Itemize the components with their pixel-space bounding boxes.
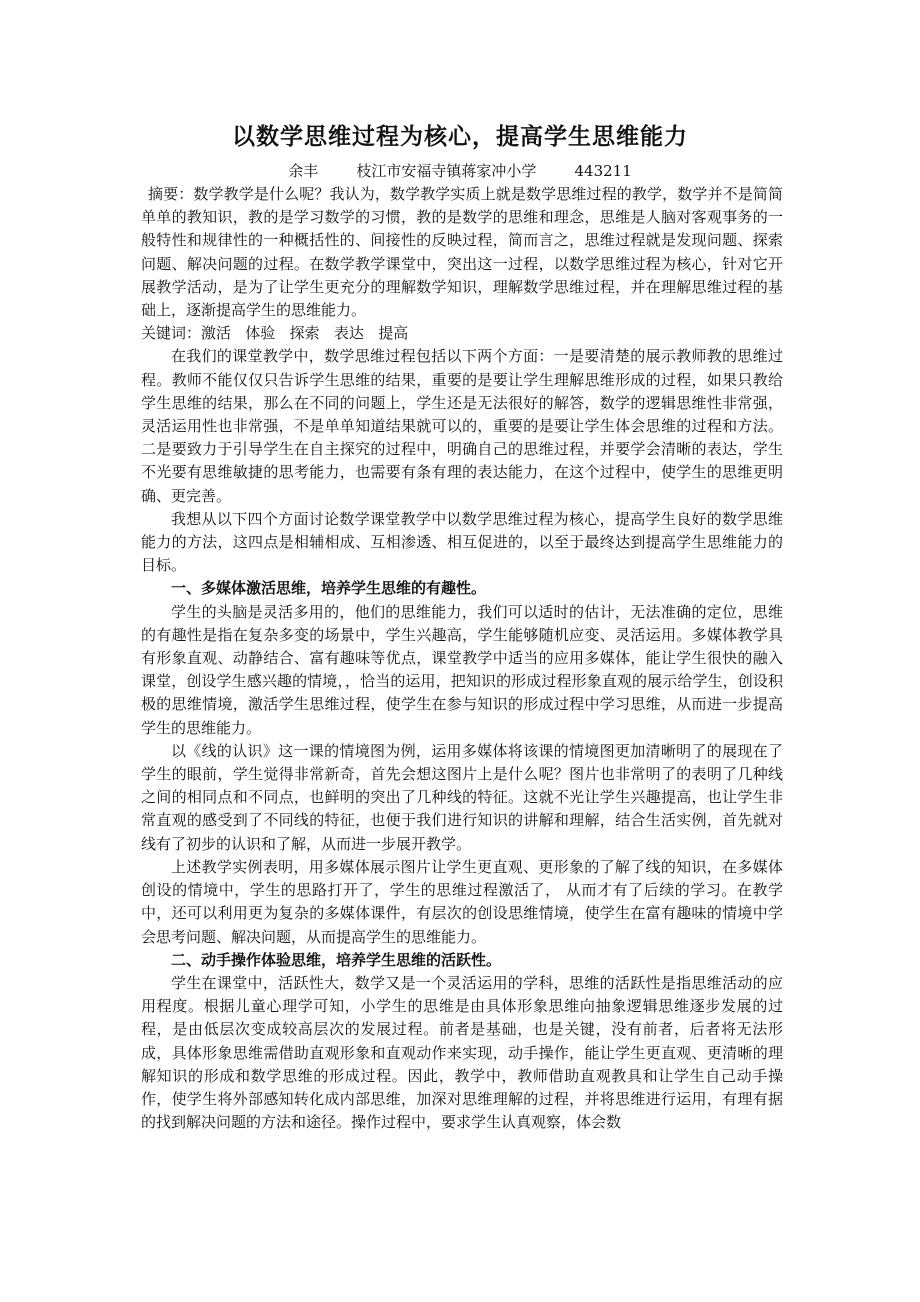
section-heading-2: 二、动手操作体验思维，培养学生思维的活跃性。 <box>171 950 502 969</box>
paragraph-3: 学生的头脑是灵活多用的，他们的思维能力，我们可以适时的估计，无法准确的定位，思维的有趣性是指在复杂多变的场景中，学生兴趣高，学生能够随机应变、灵活运用。多媒体教学具有形象直观、动静结合、富有趣味等优点，课堂教学中适当的应用多媒体，能让学生很快的融入课堂，创设学生感兴趣的情境，，恰当的运用，把知识的形成过程形象直观的展示给学生，创设积极的思维情境，激活学生思维过程，使学生在参与知识的形成过程中学习思维，从而进一步提高学生的思维能力。 <box>141 602 783 737</box>
article-body <box>141 183 783 1134</box>
section-heading-1: 一、多媒体激活思维，培养学生思维的有趣性。 <box>171 579 487 598</box>
keywords: 关键词：激活 体验 探索 表达 提高 <box>141 324 409 343</box>
abstract: 摘要：数学教学是什么呢？我认为，数学教学实质上就是数学思维过程的教学，数学并不是简简单单的教知识，教的是学习数学的习惯，教的是数学的思维和理念，思维是人脑对客观事务的一般特性和规律性的一种概括性的、间接性的反映过程，简而言之，思维过程就是发现问题、探索问题、解决问题的过程。在数学教学课堂中，突出这一过程，以数学思维过程为核心，针对它开展教学活动，是为了让学生更充分的理解数学知识，理解数学思维过程，并在理解思维过程的基础上，逐渐提高学生的思维能力。 <box>141 185 783 320</box>
paragraph-6: 学生在课堂中，活跃性大，数学又是一个灵活运用的学科，思维的活跃性是指思维活动的应用程度。根据儿童心理学可知，小学生的思维是由具体形象思维向抽象逻辑思维逐步发展的过程，是由低层次变成较高层次的发展过程。前者是基础，也是关键，没有前者，后者将无法形成，具体形象思维需借助直观形象和直观动作来实现，动手操作，能让学生更直观、更清晰的理解知识的形成和数学思维的形成过程。因此，教学中，教师借助直观教具和让学生自己动手操作，使学生将外部感知转化成内部思维，加深对思维理解的过程，并将思维进行运用，有理有据的找到解决问题的方法和途径。操作过程中，要求学生认真观察，体会数 <box>141 973 783 1132</box>
paragraph-5: 上述教学实例表明，用多媒体展示图片让学生更直观、更形象的了解了线的知识，在多媒体创设的情境中，学生的思路打开了，学生的思维过程激活了， 从而才有了后续的学习。在教学中，还可以利用更为复杂的多媒体课件，有层次的创设思维情境，使学生在富有趣味的情境中学会思考问题、解决问题，从而提高学生的思维能力。 <box>141 857 783 946</box>
paragraph-1: 在我们的课堂教学中，数学思维过程包括以下两个方面：一是要清楚的展示教师教的思维过程。教师不能仅仅只告诉学生思维的结果，重要的是要让学生理解思维形成的过程，如果只教给学生思维的结果，那么在不同的问题上，学生还是无法很好的解答，数学的逻辑思维性非常强，灵活运用性也非常强，不是单单知道结果就可以的，重要的是要让学生体会思维的过程和方法。二是要致力于引导学生在自主探究的过程中，明确自己的思维过程，并要学会清晰的表达，学生不光要有思维敏捷的思考能力，也需要有条有理的表达能力，在这个过程中，使学生的思维更明确、更完善。 <box>141 347 783 505</box>
author-line: 余丰 枝江市安福寺镇蒋家冲小学 443211 <box>288 162 632 180</box>
paragraph-2: 我想从以下四个方面讨论数学课堂教学中以数学思维过程为核心，提高学生良好的数学思维能力的方法，这四点是相辅相成、互相渗透、相互促进的，以至于最终达到提高学生思维能力的目标。 <box>141 509 783 575</box>
page-title: 以数学思维过程为核心，提高学生思维能力 <box>232 123 688 150</box>
paragraph-4: 以《线的认识》这一课的情境图为例，运用多媒体将该课的情境图更加清晰明了的展现在了学生的眼前，学生觉得非常新奇，首先会想这图片上是什么呢？图片也非常明了的表明了几种线之间的相同点和不同点，也鲜明的突出了几种线的特征。这就不光让学生兴趣提高，也让学生非常直观的感受到了不同线的特征，也便于我们进行知识的讲解和理解，结合生活实例，首先就对线有了初步的认识和了解，从而进一步展开教学。 <box>141 741 783 853</box>
